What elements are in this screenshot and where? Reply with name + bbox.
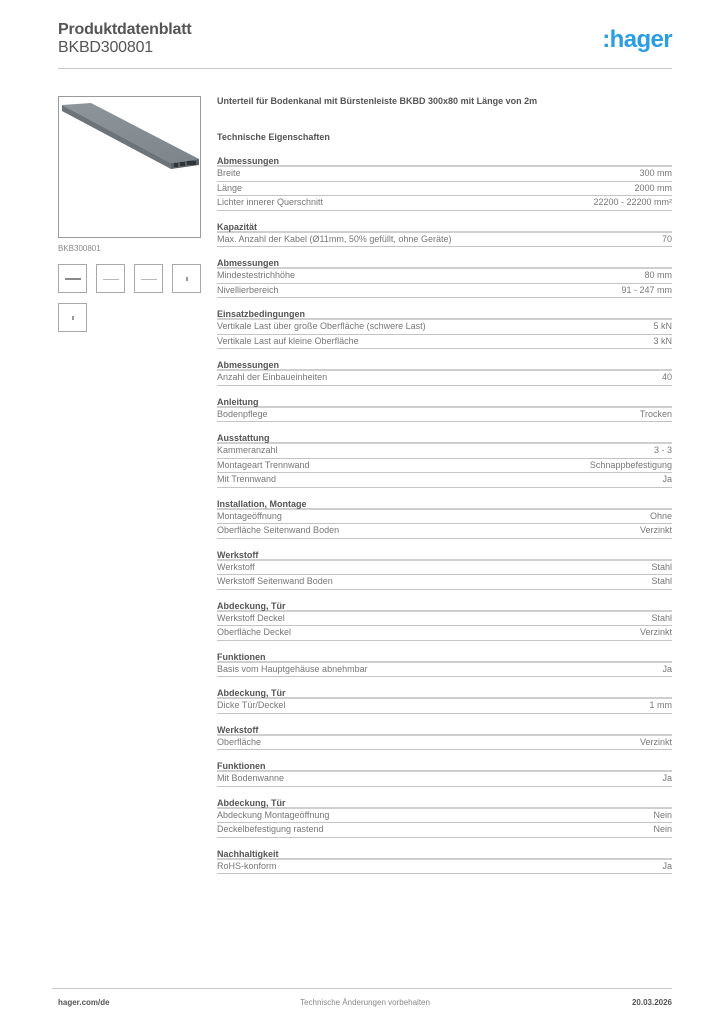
footer-disclaimer: Technische Änderungen vorbehalten	[300, 998, 430, 1007]
property-value: 70	[661, 233, 672, 244]
thumbnail-end-view-1[interactable]	[172, 264, 201, 293]
property-row	[217, 524, 672, 539]
property-row	[217, 860, 672, 875]
product-image	[58, 96, 201, 238]
property-label: Oberfläche Seitenwand Boden	[217, 525, 340, 535]
property-label: Anzahl der Einbaueinheiten	[217, 372, 328, 382]
property-label: Montageart Trennwand	[217, 459, 310, 470]
property-label: Vertikale Last auf kleine Oberfläche	[217, 335, 359, 346]
property-label: Oberfläche	[217, 736, 262, 747]
property-value: Trocken	[639, 408, 672, 419]
property-label: Max. Anzahl der Kabel (Ø11mm, 50% gefüllt, ohne Geräte)	[217, 233, 452, 244]
property-row	[217, 233, 672, 248]
property-group	[217, 359, 672, 386]
property-row	[217, 575, 672, 590]
group-title: Einsatzbedingungen	[217, 308, 672, 320]
group-title: Werkstoff	[217, 724, 672, 736]
property-value: Schnappbefestigung	[589, 459, 672, 470]
property-value: Stahl	[651, 561, 672, 572]
product-end-view-thumb-icon	[72, 316, 74, 320]
property-row	[217, 510, 672, 525]
property-row	[217, 284, 672, 299]
property-row	[217, 772, 672, 787]
thumbnail-list	[58, 264, 210, 332]
product-code: BKBD300801	[58, 39, 153, 56]
group-title: Abmessungen	[217, 359, 672, 371]
property-group	[217, 549, 672, 590]
property-value: Ja	[662, 860, 672, 871]
property-label: Bodenpflege	[217, 408, 268, 419]
property-group	[217, 155, 672, 211]
property-row	[217, 473, 672, 488]
property-value: 40	[661, 372, 672, 382]
property-value: Ja	[662, 474, 672, 484]
property-label: Vertikale Last über große Oberfläche (schwere Last)	[217, 321, 426, 331]
property-group	[217, 651, 672, 678]
footer-divider	[52, 988, 672, 989]
property-label: Dicke Tür/Deckel	[217, 700, 286, 710]
property-row	[217, 809, 672, 824]
product-side-view-thumb-icon	[65, 278, 81, 280]
group-title: Abdeckung, Tür	[217, 600, 672, 612]
property-row	[217, 663, 672, 678]
property-row	[217, 196, 672, 211]
property-row	[217, 167, 672, 182]
property-value: Nein	[653, 824, 672, 834]
property-label: Oberfläche Deckel	[217, 627, 292, 637]
property-group	[217, 687, 672, 714]
property-label: Basis vom Hauptgehäuse abnehmbar	[217, 663, 368, 674]
footer-date: 20.03.2026	[631, 998, 672, 1007]
property-label: Lichter innerer Querschnitt	[217, 197, 324, 207]
group-title: Nachhaltigkeit	[217, 848, 672, 860]
property-value: 3 - 3	[653, 445, 672, 455]
property-value: Ja	[662, 773, 672, 783]
property-value: Nein	[653, 809, 672, 820]
property-row	[217, 182, 672, 197]
property-group	[217, 221, 672, 248]
hager-logo: :hager	[602, 26, 672, 53]
property-label: Deckelbefestigung rastend	[217, 824, 324, 834]
property-row	[217, 444, 672, 459]
property-label: Länge	[217, 182, 243, 193]
property-value: 2000 mm	[634, 182, 672, 193]
property-group	[217, 848, 672, 875]
page-footer	[58, 998, 672, 1010]
property-group	[217, 396, 672, 423]
property-value: 5 kN	[653, 321, 672, 331]
property-label: Mindestestrichhöhe	[217, 270, 296, 280]
property-row	[217, 320, 672, 335]
property-value: Verzinkt	[639, 627, 672, 637]
property-label: Werkstoff	[217, 561, 255, 572]
property-row	[217, 626, 672, 641]
property-label: Montageöffnung	[217, 510, 282, 521]
property-label: Werkstoff Deckel	[217, 612, 285, 623]
property-row	[217, 459, 672, 474]
property-row	[217, 371, 672, 386]
document-title: Produktdatenblatt	[58, 21, 192, 38]
group-title: Abdeckung, Tür	[217, 797, 672, 809]
property-value: 3 kN	[653, 335, 672, 346]
header-divider	[58, 68, 672, 69]
property-group	[217, 760, 672, 787]
product-end-view-thumb-icon	[186, 277, 188, 281]
property-value: Verzinkt	[639, 736, 672, 747]
property-label: Abdeckung Montageöffnung	[217, 809, 330, 820]
group-title: Funktionen	[217, 760, 672, 772]
group-title: Werkstoff	[217, 549, 672, 561]
property-group	[217, 308, 672, 349]
group-title: Abmessungen	[217, 155, 672, 167]
property-label: Kammeranzahl	[217, 445, 278, 455]
property-group	[217, 797, 672, 838]
property-row	[217, 561, 672, 576]
property-label: Mit Bodenwanne	[217, 773, 285, 783]
property-group	[217, 257, 672, 298]
property-groups	[217, 155, 672, 874]
technical-properties-heading: Technische Eigenschaften	[217, 132, 330, 142]
property-value: Stahl	[651, 612, 672, 623]
property-value: 91 - 247 mm	[621, 284, 672, 295]
property-label: Breite	[217, 168, 241, 178]
property-value: 22200 - 22200 mm²	[593, 197, 672, 207]
property-value: Ja	[662, 663, 672, 674]
thumbnail-line-view-1[interactable]	[96, 264, 125, 293]
image-caption: BKB300801	[58, 244, 101, 253]
property-label: RoHS-konform	[217, 860, 277, 871]
property-group	[217, 432, 672, 488]
property-label: Werkstoff Seitenwand Boden	[217, 576, 333, 586]
group-title: Kapazität	[217, 221, 672, 233]
thumbnail-line-view-2[interactable]	[134, 264, 163, 293]
group-title: Abdeckung, Tür	[217, 687, 672, 699]
floor-duct-product-image-icon	[59, 97, 202, 239]
property-value: 300 mm	[639, 168, 672, 178]
thumbnail-end-view-2[interactable]	[58, 303, 87, 332]
property-label: Mit Trennwand	[217, 474, 277, 484]
property-row	[217, 408, 672, 423]
group-title: Installation, Montage	[217, 498, 672, 510]
property-row	[217, 699, 672, 714]
property-row	[217, 612, 672, 627]
group-title: Funktionen	[217, 651, 672, 663]
product-line-thumb-icon	[103, 279, 119, 280]
property-group	[217, 498, 672, 539]
property-row	[217, 823, 672, 838]
property-row	[217, 736, 672, 751]
property-value: 80 mm	[644, 270, 672, 280]
group-title: Ausstattung	[217, 432, 672, 444]
property-value: 1 mm	[649, 700, 672, 710]
property-row	[217, 269, 672, 284]
property-label: Nivellierbereich	[217, 284, 279, 295]
product-details	[217, 96, 672, 884]
property-row	[217, 335, 672, 350]
product-line-thumb-icon	[141, 279, 157, 280]
product-description: Unterteil für Bodenkanal mit Bürstenleiste BKBD 300x80 mit Länge von 2m	[217, 96, 538, 106]
property-group	[217, 600, 672, 641]
property-value: Ohne	[649, 510, 672, 521]
thumbnail-side-view[interactable]	[58, 264, 87, 293]
group-title: Abmessungen	[217, 257, 672, 269]
property-value: Stahl	[651, 576, 672, 586]
property-group	[217, 724, 672, 751]
group-title: Anleitung	[217, 396, 672, 408]
product-media	[58, 96, 202, 332]
page-header	[58, 20, 672, 70]
property-value: Verzinkt	[639, 525, 672, 535]
footer-website-link[interactable]: hager.com/de	[58, 998, 110, 1007]
